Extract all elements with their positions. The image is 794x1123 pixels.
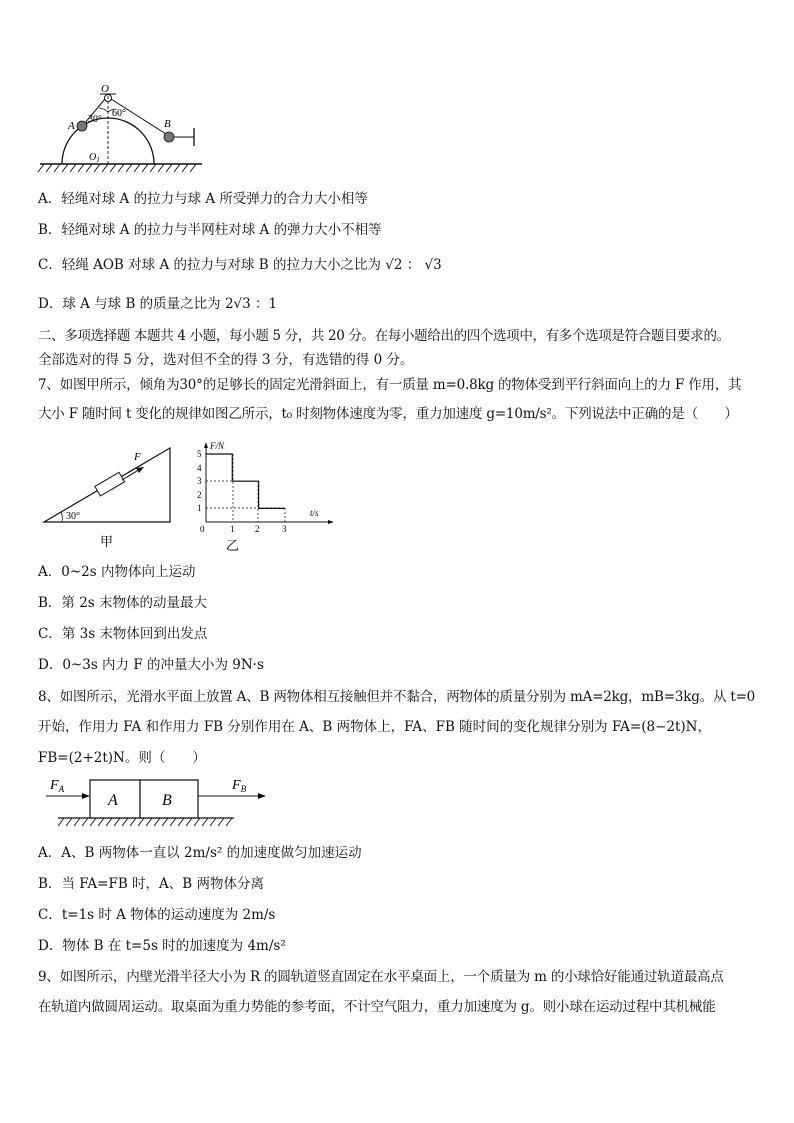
q6-option-b: B．轻绳对球 A 的拉力与半网柱对球 A 的弹力大小不相等 xyxy=(38,222,382,238)
fb-label: $F_B$ xyxy=(232,778,247,794)
ytick-2: 2 xyxy=(197,490,202,500)
graph-xlabel: t/s xyxy=(310,508,319,518)
figure-blocks-ab xyxy=(38,772,278,834)
graph-origin: 0 xyxy=(200,524,205,534)
ytick-3: 3 xyxy=(197,476,202,486)
q8-option-d: D．物体 B 在 t=5s 时的加速度为 4m/s² xyxy=(38,938,286,954)
incline-angle-label: 30° xyxy=(66,511,80,522)
q8-option-c: C．t=1s 时 A 物体的运动速度为 2m/s xyxy=(38,907,276,923)
figure-half-cylinder xyxy=(36,82,206,174)
ytick-4: 4 xyxy=(197,463,202,473)
fa-label: $F_A$ xyxy=(50,778,65,794)
xtick-1: 1 xyxy=(230,524,235,534)
figure-incline xyxy=(40,440,180,554)
q8-option-a: A．A、B 两物体一直以 2m/s² 的加速度做匀加速运动 xyxy=(38,845,362,861)
block-b-label: B xyxy=(162,792,172,809)
figure-jia-label: 甲 xyxy=(100,534,114,549)
block-a-label: A xyxy=(108,792,118,809)
xtick-3: 3 xyxy=(282,524,287,534)
q7-line1: 7、如图甲所示，倾角为30°的足够长的固定光滑斜面上，有一质量 m=0.8kg 的物体受到平行斜面向上的力 F 作用，其 xyxy=(38,377,742,393)
label-o1: $O_1$ xyxy=(89,152,100,164)
force-label: F xyxy=(134,451,141,463)
ytick-1: 1 xyxy=(197,503,202,513)
f-t-series-line xyxy=(206,454,285,508)
figure-yi-label: 乙 xyxy=(226,538,240,553)
q8-option-b: B．当 FA=FB 时，A、B 两物体分离 xyxy=(38,876,265,892)
graph-ylabel: F/N xyxy=(210,441,225,451)
q7-option-d: D．0~3s 内力 F 的冲量大小为 9N·s xyxy=(38,657,264,673)
q7-option-c: C．第 3s 末物体回到出发点 xyxy=(38,626,208,642)
q8-line3: FB=(2+2t)N。则（ ） xyxy=(38,750,206,766)
label-a: A xyxy=(68,120,75,132)
q6-option-c: C．轻绳 AOB 对球 A 的拉力与对球 B 的拉力大小之比为 √2 ： √3 xyxy=(38,257,442,273)
q9-line2: 在轨道内做圆周运动。取桌面为重力势能的参考面，不计空气阻力，重力加速度为 g。则小球在运动过程中其机械能 xyxy=(38,999,716,1015)
q6-option-d: D．球 A 与球 B 的质量之比为 2√3 ：1 xyxy=(38,296,278,312)
section2-line2: 全部选对的得 5 分，选对但不全的得 3 分，有选错的得 0 分。 xyxy=(38,352,414,368)
label-angle-60: 60° xyxy=(112,108,126,119)
label-angle-30: 30° xyxy=(88,114,102,125)
section2-line1: 二、多项选择题 本题共 4 小题，每小题 5 分，共 20 分。在每小题给出的四个选项中，有多个选项是符合题目要求的。 xyxy=(38,328,730,344)
q7-line2: 大小 F 随时间 t 变化的规律如图乙所示，t₀ 时刻物体速度为零，重力加速度 g=10m/s²。下列说法中正确的是（ ） xyxy=(38,406,738,422)
label-o: O xyxy=(101,83,109,95)
q7-option-b: B．第 2s 末物体的动量最大 xyxy=(38,595,208,611)
figure-f-t-graph xyxy=(192,440,342,554)
q8-line2: 开始，作用力 FA 和作用力 FB 分别作用在 A、B 两物体上，FA、FB 随时间的变化规律分别为 FA=(8−2t)N， xyxy=(38,719,711,735)
xtick-2: 2 xyxy=(255,524,260,534)
q6-option-a: A．轻绳对球 A 的拉力与球 A 所受弹力的合力大小相等 xyxy=(38,191,368,207)
ytick-5: 5 xyxy=(197,449,202,459)
label-b: B xyxy=(164,118,171,130)
q8-line1: 8、如图所示，光滑水平面上放置 A、B 两物体相互接触但并不黏合，两物体的质量分别为 mA=2kg，mB=3kg。从 t=0 xyxy=(38,689,756,705)
q7-option-a: A．0~2s 内物体向上运动 xyxy=(38,564,196,580)
q9-line1: 9、如图所示，内壁光滑半径大小为 R 的圆轨道竖直固定在水平桌面上，一个质量为 m 的小球恰好能通过轨道最高点 xyxy=(38,969,724,985)
